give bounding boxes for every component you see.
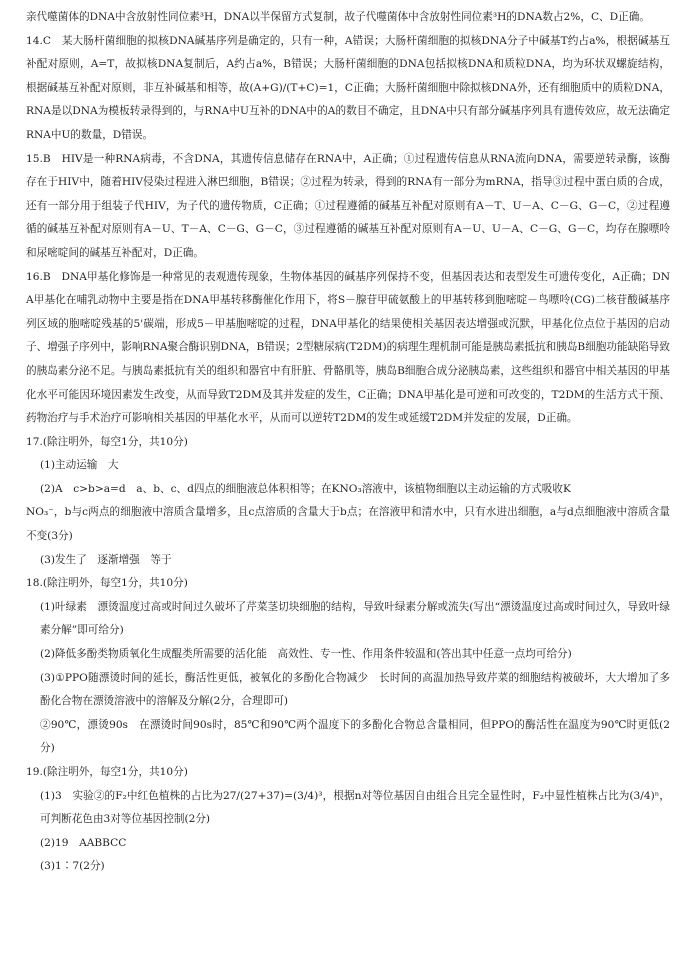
answer-paragraph: 17.(除注明外，每空1分，共10分) [26, 435, 188, 448]
answer-paragraph: 16.B DNA甲基化修饰是一种常见的表观遗传现象，生物体基因的碱基序列保持不变，但基因表达和表型发生可遗传变化，A正确；DNA甲基化在哺乳动物中主要是指在DNA甲基转移酶催化作用下，将S－腺苷甲硫氨酸上的甲基转移到胞嘧啶－鸟嘌呤(CG)二核苷酸碱基序列区域的胞嘧啶残基的5'碳端，形成5－甲基胞嘧啶的过程，DNA甲基化的结果使相关基因表达增强或沉默，甲基化位点位于基因的启动子、增强子序列中，影响RNA聚合酶识别DNA，B错误；2型糖尿病(T2DM)的病理生理机制可能是胰岛素抵抗和胰岛B细胞功能缺陷导致的胰岛素分泌不足。与胰岛素抵抗有关的组织和器官中有肝脏、骨骼肌等，胰岛B细胞合成分泌胰岛素，这些组织和器官中相关基因的甲基化水平可能因环境因素发生改变，从而导致T2DM及其并发症的发生，C正确；DNA甲基化是可逆和可改变的，T2DM的生活方式干预、药物治疗与手术治疗可影响相关基因的甲基化水平，从而可以逆转T2DM的发生或延缓T2DM并发症的发展，D正确。 [26, 270, 670, 425]
answer-paragraph: (2)19 AABBCC [40, 836, 127, 849]
answer-paragraph: (1)3 实验②的F₂中红色植株的占比为27/(27+37)=(3/4)³，根据n对等位基因自由组合且完全显性时，F₂中显性植株占比为(3/4)ⁿ，可判断花色由3对等位基因控制(2分) [40, 789, 670, 826]
answer-paragraph: (3)1∶7(2分) [40, 860, 105, 873]
answer-paragraph: ②90℃，漂烫90s 在漂烫时间90s时，85℃和90℃两个温度下的多酚化合物总含量相同，但PPO的酶活性在温度为90℃时更低(2分) [40, 718, 670, 755]
answer-paragraph: (1)主动运输 大 [40, 459, 119, 472]
answer-paragraph: 18.(除注明外，每空1分，共10分) [26, 577, 188, 590]
answer-paragraph: 19.(除注明外，每空1分，共10分) [26, 766, 188, 778]
answer-paragraph: (2)降低多酚类物质氧化生成醌类所需要的活化能 高效性、专一性、作用条件较温和(答出其中任意一点均可给分) [40, 648, 572, 661]
answer-paragraph: (1)叶绿素 漂烫温度过高或时间过久破坏了芹菜茎切块细胞的结构，导致叶绿素分解或流失(写出“漂烫温度过高或时间过久，导致叶绿素分解”即可给分) [40, 600, 670, 637]
answer-paragraph: 亲代噬菌体的DNA中含放射性同位素³H，DNA以半保留方式复制，故子代噬菌体中含放射性同位素³H的DNA数占2%，C、D正确。 [26, 11, 650, 23]
answer-paragraph: (3)①PPO随漂烫时间的延长，酶活性更低，被氧化的多酚化合物减少 长时间的高温加热导致芹菜的细胞结构被破坏，大大增加了多酚化合物在漂烫溶液中的溶解及分解(2分，合理即可) [40, 671, 670, 708]
answer-paragraph: (3)发生了 逐渐增强 等于 [40, 553, 172, 566]
answer-paragraph: NO₃⁻，b与c两点的细胞液中溶质含量增多，且c点溶质的含量大于b点；在溶液甲和清水中，只有水进出细胞，a与d点细胞液中溶质含量不变(3分) [26, 506, 670, 543]
answer-paragraph: (2)A c>b>a=d a、b、c、d四点的细胞液总体积相等；在KNO₃溶液中，该植物细胞以主动运输的方式吸收K [40, 482, 571, 495]
answer-paragraph: 14.C 某大肠杆菌细胞的拟核DNA碱基序列是确定的，只有一种，A错误；大肠杆菌细胞的拟核DNA分子中碱基T约占a%，根据碱基互补配对原则，A=T，故拟核DNA复制后，A约占a%，B错误；大肠杆菌细胞的DNA包括拟核DNA和质粒DNA，均为环状双螺旋结构，根据碱基互补配对原则，非互补碱基和相等，故(A+G)/(T+C)=1，C正确；大肠杆菌细胞中除拟核DNA外，还有细胞质中的质粒DNA，RNA是以DNA为模板转录得到的，与RNA中U互补的DNA中的A的数目不确定，且DNA中只有部分碱基序列具有遗传效应，故无法确定RNA中U的数量，D错误。 [26, 34, 670, 141]
answer-paragraph: 15.B HIV是一种RNA病毒，不含DNA，其遗传信息储存在RNA中，A正确；①过程遗传信息从RNA流向DNA，需要逆转录酶，该酶存在于HIV中，随着HIV侵染过程进入淋巴细胞，B错误；②过程为转录，得到的RNA有一部分为mRNA，指导③过程中蛋白质的合成，还有一部分用于组装子代HIV，为子代的遗传物质，C正确；①过程遵循的碱基互补配对原则有A－T、U－A、C－G、G－C，②过程遵循的碱基互补配对原则有A－U、T－A、C－G、G－C，③过程遵循的碱基互补配对原则有A－U、U－A、C－G、G－C，均存在腺嘌呤和尿嘧啶间的碱基互补配对，D正确。 [26, 152, 670, 259]
